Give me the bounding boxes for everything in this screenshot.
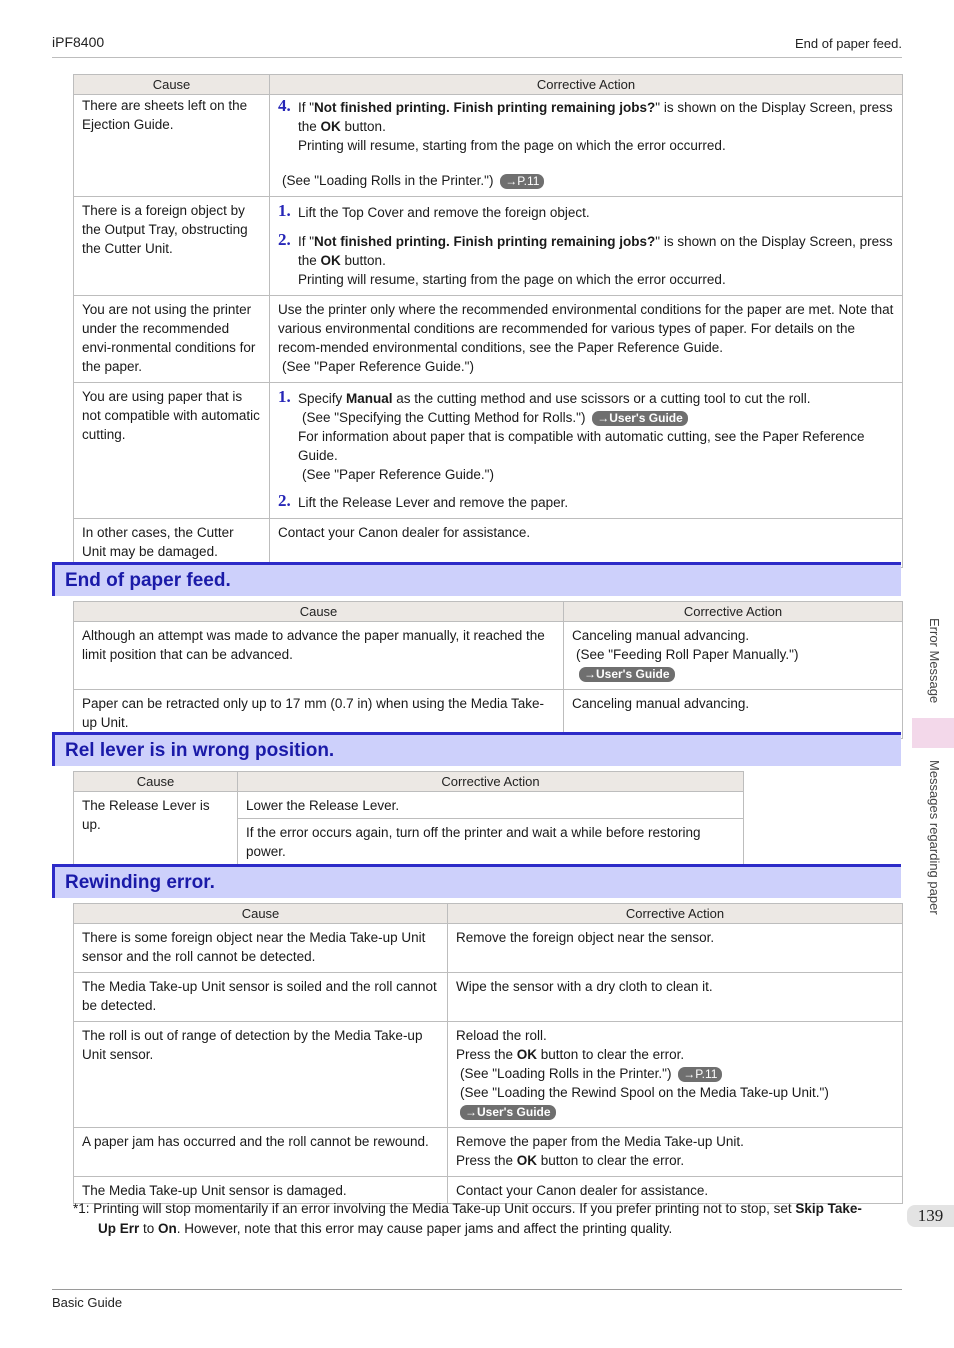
footer-divider (52, 1289, 902, 1290)
side-tab-error-message[interactable]: Error Message (927, 618, 942, 704)
table-row (74, 973, 903, 1022)
action-cell: If the error occurs again, turn off the printer and wait a while before restoring power. (238, 819, 744, 865)
cause-cell: In other cases, the Cutter Unit may be damaged. (74, 519, 270, 568)
action-header: Corrective Action (564, 602, 903, 622)
rewinding-error-table (73, 903, 903, 1204)
step-2: 2. Lift the Release Lever and remove the paper. (278, 491, 569, 510)
section-heading-rewinding-error (52, 864, 901, 898)
page-number: 139 (907, 1205, 954, 1227)
step-number: 2. (278, 230, 291, 249)
reference-note: (See "Loading Rolls in the Printer.") →P.11 (456, 1064, 894, 1083)
section-title: Rel lever is in wrong position. (65, 740, 335, 761)
cause-header: Cause (74, 602, 564, 622)
cause-cell: There is a foreign object by the Output Tray, obstructing the Cutter Unit. (74, 197, 270, 296)
action-header: Corrective Action (238, 772, 744, 792)
table-header-row (74, 602, 903, 622)
cause-cell: Although an attempt was made to advance the paper manually, it reached the limit position that can be advanced. (74, 622, 564, 690)
section-title: End of paper feed. (65, 570, 231, 591)
footnote: *1: Printing will stop momentarily if an error involving the Media Take-up Unit occurs. If you prefer printing not to stop, set Skip Take- Up Err to On. However, note that this error may cause paper jams and affect the printing quality. (73, 1201, 862, 1236)
end-of-paper-feed-table (73, 601, 903, 739)
cutter-error-table (73, 74, 903, 568)
action-header: Corrective Action (270, 75, 903, 95)
step-1: 1. Specify Manual as the cutting method and use scissors or a cutting tool to cut the roll. (See "Specifying the Cutting Method for Rolls.") →User's Guide For information about paper that is compatible with automatic cutting, see the Paper Reference Guide. (See "Paper Reference Guide.") (278, 387, 865, 482)
printer-model: iPF8400 (52, 34, 105, 50)
reference-note: (See "Paper Reference Guide.") (282, 359, 474, 374)
cause-header: Cause (74, 904, 448, 924)
step-number: 1. (278, 201, 291, 220)
guide-name: Basic Guide (52, 1295, 123, 1310)
action-cell: Remove the paper from the Media Take-up Unit. Press the OK button to clear the error. (448, 1128, 903, 1177)
action-header: Corrective Action (448, 904, 903, 924)
section-heading-end-of-paper-feed (52, 562, 901, 596)
section-title: Rewinding error. (65, 872, 215, 893)
section-heading-rel-lever (52, 732, 901, 766)
step-1: 1. Lift the Top Cover and remove the foreign object. (278, 201, 590, 220)
action-cell (270, 197, 903, 296)
action-cell: Contact your Canon dealer for assistance. (270, 519, 903, 568)
table-row (74, 519, 903, 568)
step-number: 2. (278, 491, 291, 510)
reference-note: (See "Loading the Rewind Spool on the Media Take-up Unit.") →User's Guide (460, 1085, 829, 1119)
users-guide-link-button[interactable]: →User's Guide (579, 667, 675, 682)
cause-cell: The roll is out of range of detection by the Media Take-up Unit sensor. (74, 1022, 448, 1128)
action-cell: Contact your Canon dealer for assistance. (448, 1177, 903, 1204)
table-header-row (74, 75, 903, 95)
running-section-title: End of paper feed. (795, 36, 902, 51)
action-cell: Canceling manual advancing. (564, 690, 903, 739)
page-link-button[interactable]: →P.11 (500, 174, 544, 189)
side-tab-highlight (912, 718, 954, 748)
step-2: 2. If "Not finished printing. Finish printing remaining jobs?" is shown on the Display Screen, press the OK button. Printing will resume, starting from the page on which the error occurred. (278, 230, 893, 287)
cause-cell: You are using paper that is not compatible with automatic cutting. (74, 383, 270, 519)
action-cell: Canceling manual advancing. (See "Feeding Roll Paper Manually.") →User's Guide (564, 622, 903, 690)
users-guide-link-button[interactable]: →User's Guide (460, 1105, 556, 1120)
cause-cell: A paper jam has occurred and the roll cannot be rewound. (74, 1128, 448, 1177)
table-row (74, 1022, 903, 1128)
table-row (74, 622, 903, 690)
side-tab-messages-regarding-paper[interactable]: Messages regarding paper (927, 760, 942, 915)
table-row (74, 296, 903, 383)
table-row (74, 924, 903, 973)
reference-note: (See "Feeding Roll Paper Manually.") →User's Guide (576, 647, 799, 681)
cause-cell: There is some foreign object near the Media Take-up Unit sensor and the roll cannot be detected. (74, 924, 448, 973)
cause-cell: There are sheets left on the Ejection Guide. (74, 95, 270, 197)
users-guide-link-button[interactable]: →User's Guide (592, 411, 688, 426)
cause-cell: The Release Lever is up. (74, 792, 238, 865)
action-cell: Wipe the sensor with a dry cloth to clean it. (448, 973, 903, 1022)
action-cell (270, 95, 903, 197)
table-row (74, 792, 744, 819)
table-row (74, 383, 903, 519)
cause-header: Cause (74, 772, 238, 792)
table-row (74, 197, 903, 296)
cause-cell: Paper can be retracted only up to 17 mm (0.7 in) when using the Media Take-up Unit. (74, 690, 564, 739)
header-divider (52, 57, 902, 58)
action-cell (270, 383, 903, 519)
table-row (74, 95, 903, 197)
step-number: 4. (278, 96, 291, 115)
action-cell: Lower the Release Lever. (238, 792, 744, 819)
table-header-row (74, 904, 903, 924)
rel-lever-table (73, 771, 744, 865)
cause-cell: The Media Take-up Unit sensor is soiled and the roll cannot be detected. (74, 973, 448, 1022)
cause-cell: You are not using the printer under the recommended envi-ronmental conditions for the paper. (74, 296, 270, 383)
table-header-row (74, 772, 744, 792)
action-cell: Remove the foreign object near the sensor. (448, 924, 903, 973)
reference-note: (See "Loading Rolls in the Printer.") →P.11 (278, 171, 894, 190)
table-row (74, 1128, 903, 1177)
action-cell: Reload the roll. Press the OK button to clear the error. (See "Loading Rolls in the Printer.") →P.11 (See "Loading the Rewind Spool on the Media Take-up Unit.") →User's Guide (448, 1022, 903, 1128)
cause-cell: The Media Take-up Unit sensor is damaged. (74, 1177, 448, 1204)
cause-header: Cause (74, 75, 270, 95)
step-4: 4. If "Not finished printing. Finish printing remaining jobs?" is shown on the Display Screen, press the OK button. Printing will resume, starting from the page on which the error occurred. (278, 96, 893, 153)
action-cell: Use the printer only where the recommended environmental conditions for the paper are met. Note that various environmental conditions are recommended for various types of paper. For details on the recom-mended environmental conditions, see the Paper Reference Guide. (See "Paper Reference Guide.") (270, 296, 903, 383)
reference-note: (See "Specifying the Cutting Method for Rolls.") →User's Guide (298, 410, 688, 425)
page-link-button[interactable]: →P.11 (678, 1067, 722, 1082)
step-number: 1. (278, 387, 291, 406)
reference-note: (See "Paper Reference Guide.") (302, 467, 494, 482)
